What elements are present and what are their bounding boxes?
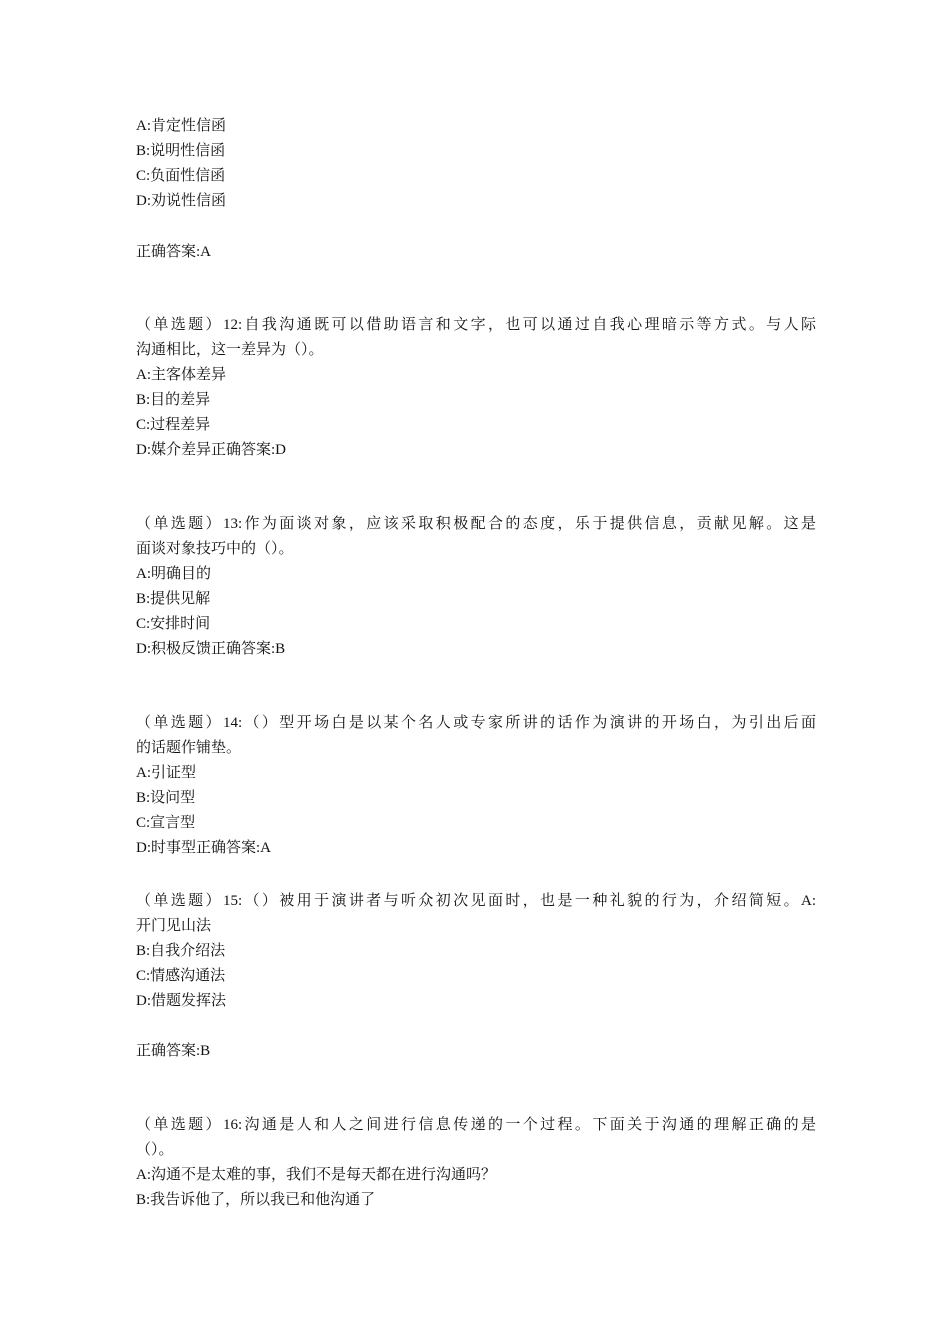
question-15-stem-line1: （单选题）15:（）被用于演讲者与听众初次见面时，也是一种礼貌的行为，介绍简短。A: bbox=[136, 893, 816, 909]
question-16-stem-line2: （）。 bbox=[136, 1142, 174, 1158]
option-b: B:说明性信函 bbox=[136, 143, 226, 159]
question-16-stem-line1: （单选题）16:沟通是人和人之间进行信息传递的一个过程。下面关于沟通的理解正确的是 bbox=[136, 1117, 816, 1133]
question-14-option-c: C:宣言型 bbox=[136, 815, 196, 831]
question-13-option-d-answer: D:积极反馈正确答案:B bbox=[136, 641, 286, 657]
question-15-stem-line2: 开门见山法 bbox=[136, 918, 212, 934]
question-12-option-b: B:目的差异 bbox=[136, 392, 211, 408]
question-12-option-c: C:过程差异 bbox=[136, 417, 211, 433]
question-13-option-b: B:提供见解 bbox=[136, 591, 211, 607]
question-15-option-d: D:借题发挥法 bbox=[136, 993, 227, 1009]
answer-text: 正确答案:A bbox=[136, 244, 212, 260]
question-15-answer: 正确答案:B bbox=[136, 1043, 211, 1059]
question-14-option-b: B:设问型 bbox=[136, 790, 196, 806]
question-16-option-a: A:沟通不是太难的事，我们不是每天都在进行沟通吗？ bbox=[136, 1167, 497, 1183]
question-14-option-a: A:引证型 bbox=[136, 765, 197, 781]
question-13-option-c: C:安排时间 bbox=[136, 616, 211, 632]
question-13-stem-line2: 面谈对象技巧中的（）。 bbox=[136, 541, 294, 557]
question-12-option-d-answer: D:媒介差异正确答案:D bbox=[136, 442, 287, 458]
option-a: A:肯定性信函 bbox=[136, 118, 227, 134]
question-14-stem-line2: 的话题作铺垫。 bbox=[136, 740, 242, 756]
question-12-stem-line1: （单选题）12:自我沟通既可以借助语言和文字，也可以通过自我心理暗示等方式。与人际 bbox=[136, 317, 816, 333]
question-13-stem-line1: （单选题）13:作为面谈对象，应该采取积极配合的态度，乐于提供信息，贡献见解。这是 bbox=[136, 516, 816, 532]
question-16-option-b: B:我告诉他了，所以我已和他沟通了 bbox=[136, 1192, 376, 1208]
question-12-stem-line2: 沟通相比，这一差异为（）。 bbox=[136, 342, 324, 358]
question-14-stem-line1: （单选题）14:（）型开场白是以某个名人或专家所讲的话作为演讲的开场白，为引出后面 bbox=[136, 715, 816, 731]
question-15-option-b: B:自我介绍法 bbox=[136, 943, 226, 959]
question-14-option-d-answer: D:时事型正确答案:A bbox=[136, 840, 272, 856]
question-13-option-a: A:明确目的 bbox=[136, 566, 212, 582]
question-15-option-c: C:情感沟通法 bbox=[136, 968, 226, 984]
option-d: D:劝说性信函 bbox=[136, 193, 227, 209]
question-12-option-a: A:主客体差异 bbox=[136, 367, 227, 383]
option-c: C:负面性信函 bbox=[136, 168, 226, 184]
